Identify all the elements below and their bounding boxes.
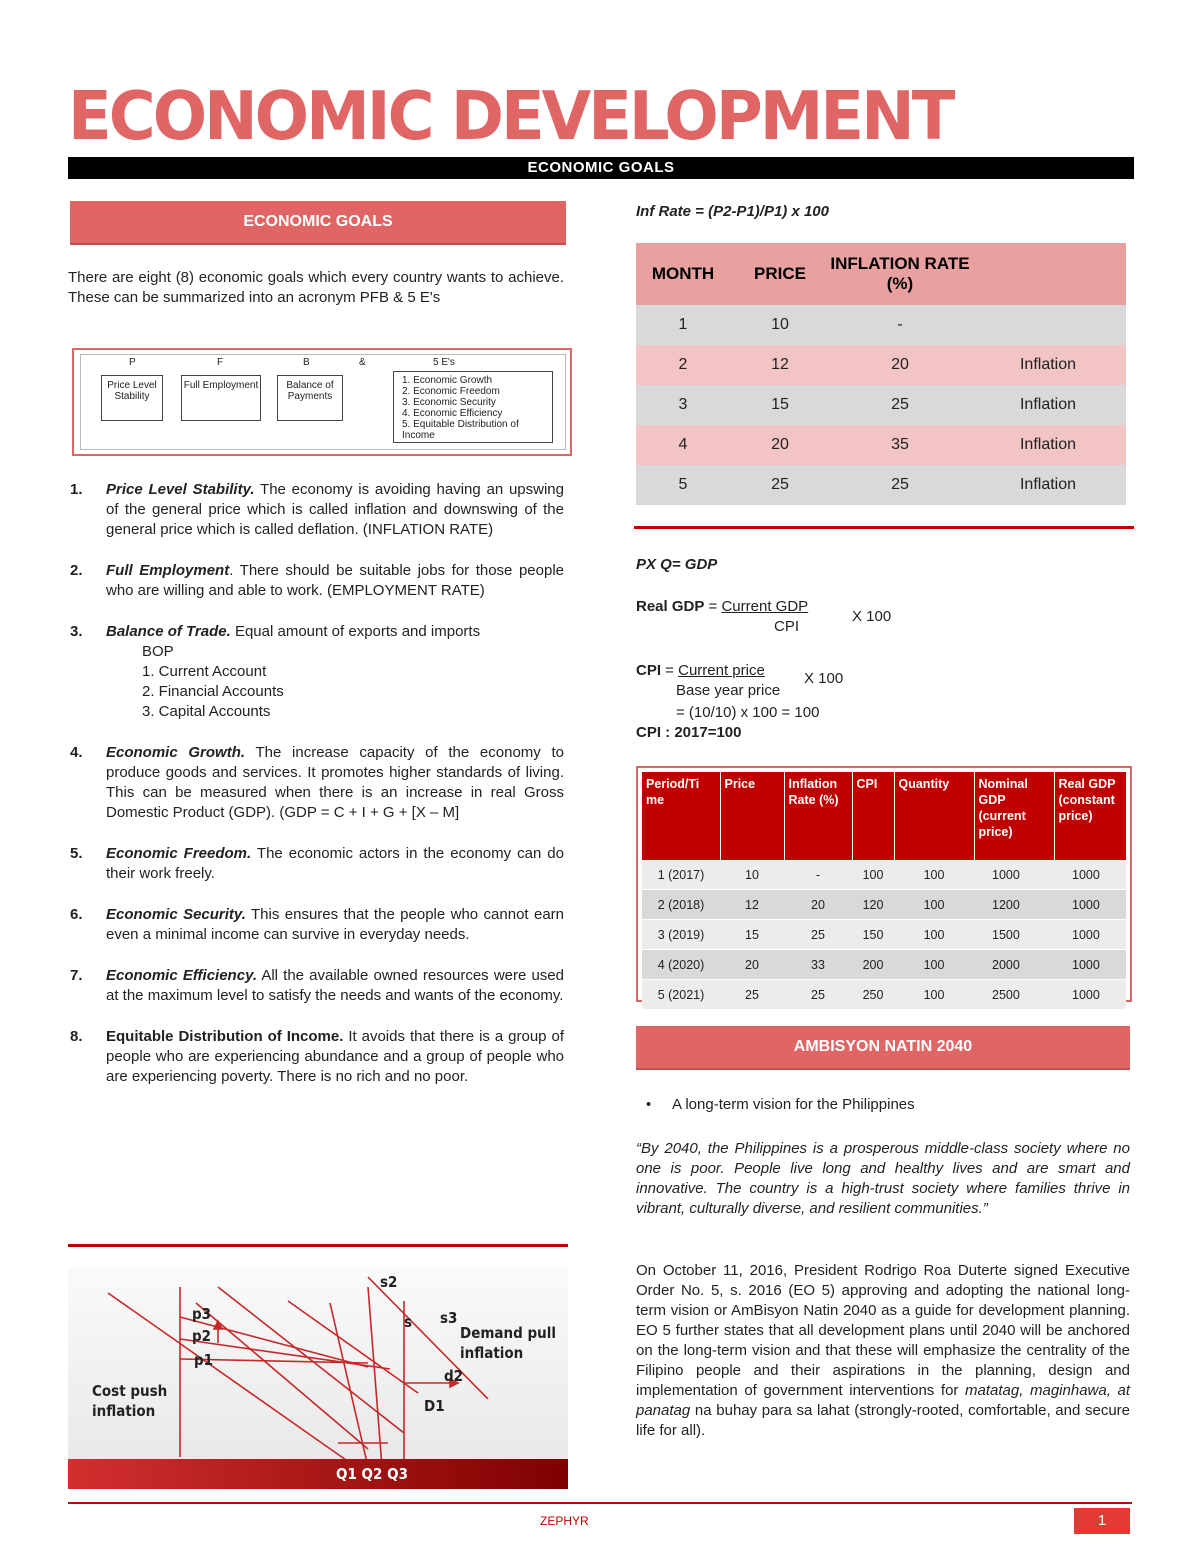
diagram-header-b: B [303, 357, 310, 368]
paragraph-text: na buhay para sa lahat (strongly-rooted, comfortable, and secure life for all). [636, 1402, 1130, 1439]
table-cell: Inflation [970, 385, 1126, 425]
graph-label: D1 [424, 1397, 445, 1415]
table-cell: 15 [730, 385, 830, 425]
table-row [636, 385, 1126, 425]
table-header: Real GDP (constant price) [1054, 772, 1126, 860]
table-cell: 25 [830, 465, 970, 505]
table-cell: 100 [852, 860, 894, 890]
graph-line [196, 1303, 368, 1449]
bop-label: BOP [142, 643, 174, 660]
graph-line [108, 1293, 356, 1467]
table-header: PRICE [730, 243, 830, 305]
table-cell: 4 [636, 425, 730, 465]
footer-line [68, 1502, 1132, 1504]
table-header: MONTH [636, 243, 730, 305]
goal-number: 8. [70, 1028, 83, 1045]
table-cell: Inflation [970, 465, 1126, 505]
inflation-table [636, 243, 1126, 505]
table-cell: 25 [730, 465, 830, 505]
table-cell: 20 [830, 345, 970, 385]
table-cell: 20 [730, 425, 830, 465]
table-cell: 150 [852, 920, 894, 950]
table-cell: 250 [852, 980, 894, 1010]
diagram-box-balance: Balance of Payments [277, 375, 343, 421]
paragraph-text: On October 11, 2016, President Rodrigo Roa Duterte signed Executive Order No. 5, s. 2016 (EO 5) approving and adopting the national long-term vision or AmBisyon Natin 2040 as a guide for development planning. EO 5 further states that all development plans until 2040 will be anchored on the long-term vision and that these will emphasize the centrality of the Filipino people and their aspirations in the planning, design and implementation of government interventions for [636, 1262, 1130, 1399]
table-cell: 1000 [1054, 950, 1126, 980]
table-cell: 1 [636, 305, 730, 345]
diagram-header-f: F [217, 357, 224, 368]
goal-heading: Full Employment [106, 562, 230, 579]
table-cell: 25 [830, 385, 970, 425]
goal-text: All the available owned resources were used at the maximum level to satisfy the needs and wants of the economy. [106, 967, 564, 1004]
table-cell: 1000 [1054, 890, 1126, 920]
vision-quote: “By 2040, the Philippines is a prosperous middle-class society where no one is poor. People live long and healthy lives and are smart and innovative. The country is a high-trust society where families thrive in vibrant, culturally diverse, and resilient communities.” [636, 1140, 1130, 1217]
graph-label: p2 [192, 1327, 212, 1345]
cpi-multiplier: X 100 [804, 670, 844, 687]
real-gdp-denominator: CPI [774, 618, 800, 635]
table-cell: 3 [636, 385, 730, 425]
goal-item [68, 966, 564, 1006]
table-header: Price [720, 772, 784, 860]
graph-line [368, 1287, 382, 1467]
bop-item: 1. Current Account [142, 663, 267, 680]
table-row [642, 920, 1126, 950]
section-bar: ECONOMIC GOALS [68, 157, 1134, 179]
goal-heading: Balance of Trade. [106, 623, 231, 640]
goal-item [68, 622, 564, 722]
table-row [636, 305, 1126, 345]
table-cell: 25 [720, 980, 784, 1010]
goal-heading: Economic Efficiency. [106, 967, 258, 984]
goal-number: 5. [70, 845, 83, 862]
table-cell: 5 (2021) [642, 980, 720, 1010]
table-cell: 15 [720, 920, 784, 950]
graph-label: p1 [194, 1351, 214, 1369]
goal-heading: Price Level Stability. [106, 481, 255, 498]
left-divider [68, 1244, 568, 1247]
goal-number: 7. [70, 967, 83, 984]
table-cell: 120 [852, 890, 894, 920]
table-cell: 1000 [1054, 980, 1126, 1010]
table-row [642, 890, 1126, 920]
table-cell: 20 [784, 890, 852, 920]
real-gdp-numerator: Current GDP [721, 598, 809, 615]
goal-heading: Equitable Distribution of Income. [106, 1028, 344, 1045]
diagram-header-5es: 5 E's [433, 357, 455, 368]
graph-label: d2 [444, 1367, 464, 1385]
table-cell: 10 [720, 860, 784, 890]
footer-author: ZEPHYR [540, 1514, 589, 1528]
diagram-header-amp: & [359, 357, 366, 368]
graph-line [288, 1301, 418, 1393]
diagram-list-item: 3. Economic Security [402, 397, 496, 408]
right-divider [634, 526, 1134, 529]
table-cell: 4 (2020) [642, 950, 720, 980]
diagram-header-p: P [129, 357, 136, 368]
cpi-base-year: CPI : 2017=100 [636, 724, 742, 741]
table-cell: 2 [636, 345, 730, 385]
diagram-list-item: 1. Economic Growth [402, 375, 493, 386]
goal-number: 3. [70, 623, 83, 640]
goal-item [68, 743, 564, 823]
table-row [642, 860, 1126, 890]
table-header: Period/Ti me [642, 772, 720, 860]
economic-goals-heading: ECONOMIC GOALS [70, 201, 566, 243]
real-gdp-multiplier: X 100 [852, 608, 892, 625]
diagram-list-item: 2. Economic Freedom [402, 386, 500, 397]
inflation-graph [68, 1267, 568, 1489]
graph-label: s3 [440, 1309, 458, 1327]
table-cell [970, 305, 1126, 345]
table-header: Quantity [894, 772, 974, 860]
goal-item [68, 480, 564, 540]
goal-heading: Economic Freedom. [106, 845, 252, 862]
table-row [636, 345, 1126, 385]
cpi-numerator: Current price [678, 662, 765, 679]
diagram-box-5es [393, 371, 553, 443]
cpi-formula [636, 662, 765, 679]
goal-item [68, 844, 564, 884]
table-cell: 1000 [1054, 860, 1126, 890]
diagram-box-price: Price Level Stability [101, 375, 163, 421]
table-row [642, 980, 1126, 1010]
goal-number: 2. [70, 562, 83, 579]
goal-text: The economy is avoiding having an upswing of the general price which is called inflation and downswing of the general price which is called deflation. (INFLATION RATE) [106, 481, 564, 538]
table-cell: 25 [784, 920, 852, 950]
table-cell: 35 [830, 425, 970, 465]
graph-label: s2 [380, 1273, 398, 1291]
table-cell: 100 [894, 920, 974, 950]
table-row [636, 465, 1126, 505]
goal-text: The increase capacity of the economy to produce goods and services. It promotes higher standards of living. This can be measured when there is an increase in real Gross Domestic Product (GDP). (GDP = C + I + G + [X – M] [106, 744, 564, 821]
equals-sign: = [704, 598, 722, 615]
table-cell: 1000 [974, 860, 1054, 890]
graph-arrowhead [214, 1321, 222, 1329]
table-header [970, 243, 1126, 305]
bop-item: 2. Financial Accounts [142, 683, 284, 700]
paragraph-italic: matatag, maginhawa, at panatag [636, 1382, 1130, 1419]
goal-number: 1. [70, 481, 83, 498]
goal-item [68, 1027, 564, 1087]
goal-item [68, 905, 564, 945]
inflation-formula: Inf Rate = (P2-P1)/P1) x 100 [636, 203, 829, 220]
table-cell: 1 (2017) [642, 860, 720, 890]
table-cell: Inflation [970, 425, 1126, 465]
table-cell: 1500 [974, 920, 1054, 950]
table-cell: 100 [894, 950, 974, 980]
table-header: CPI [852, 772, 894, 860]
table-cell: 200 [852, 950, 894, 980]
goal-number: 4. [70, 744, 83, 761]
graph-quantity-labels: Q1 Q2 Q3 [336, 1465, 408, 1483]
cpi-label: CPI [636, 662, 662, 679]
goal-text: Equal amount of exports and imports [230, 623, 481, 640]
gdp-formula: PX Q= GDP [636, 556, 718, 573]
goal-text: It avoids that there is a group of people who are experiencing abundance and a group of people who are experiencing poverty. There is no rich and no poor. [106, 1028, 564, 1085]
cpi-denominator: Base year price [676, 682, 781, 699]
table-cell: - [830, 305, 970, 345]
table-cell: - [784, 860, 852, 890]
economic-goals-list [68, 480, 564, 1108]
goal-number: 6. [70, 906, 83, 923]
bullet-icon: • [646, 1096, 652, 1113]
table-header: Inflation Rate (%) [784, 772, 852, 860]
goal-heading: Economic Growth. [106, 744, 246, 761]
gdp-table [642, 772, 1126, 1010]
graph-footer-bar [68, 1459, 568, 1489]
table-cell: 3 (2019) [642, 920, 720, 950]
table-cell: 2000 [974, 950, 1054, 980]
document-title: ECONOMIC DEVELOPMENT [68, 78, 953, 156]
diagram-list-item: 5. Equitable Distribution of Income [402, 419, 519, 441]
table-cell: 100 [894, 890, 974, 920]
pfb-diagram [72, 348, 572, 456]
page-number: 1 [1074, 1508, 1130, 1534]
table-cell: 1200 [974, 890, 1054, 920]
bullet-text: A long-term vision for the Philippines [672, 1096, 915, 1113]
eo5-paragraph [636, 1261, 1130, 1441]
real-gdp-label: Real GDP [636, 598, 705, 615]
goal-text: The economic actors in the economy can do their work freely. [106, 845, 564, 882]
table-header: Nominal GDP (current price) [974, 772, 1054, 860]
table-cell: 100 [894, 980, 974, 1010]
table-cell: Inflation [970, 345, 1126, 385]
table-cell: 33 [784, 950, 852, 980]
goal-heading: Economic Security. [106, 906, 246, 923]
bop-item: 3. Capital Accounts [142, 703, 271, 720]
table-cell: 1000 [1054, 920, 1126, 950]
table-header: INFLATION RATE (%) [830, 243, 970, 305]
graph-label: Cost push inflation [92, 1382, 168, 1420]
cpi-calculation: = (10/10) x 100 = 100 [676, 704, 820, 721]
table-cell: 12 [720, 890, 784, 920]
table-cell: 25 [784, 980, 852, 1010]
diagram-box-employment: Full Employment [181, 375, 261, 421]
table-cell: 2 (2018) [642, 890, 720, 920]
table-cell: 12 [730, 345, 830, 385]
table-row [636, 425, 1126, 465]
intro-paragraph: There are eight (8) economic goals which every country wants to achieve. These can be summarized into an acronym PFB & 5 E's [68, 269, 564, 306]
graph-lines [68, 1267, 568, 1489]
table-row [642, 950, 1126, 980]
goal-text: . There should be suitable jobs for those people who are willing and able to work. (EMPLOYMENT RATE) [106, 562, 564, 599]
graph-label: Demand pull inflation [460, 1324, 557, 1362]
ambisyon-heading: AMBISYON NATIN 2040 [636, 1026, 1130, 1068]
goal-item [68, 561, 564, 601]
table-cell: 2500 [974, 980, 1054, 1010]
table-cell: 100 [894, 860, 974, 890]
graph-label: s [404, 1313, 413, 1331]
table-cell: 10 [730, 305, 830, 345]
equals-sign: = [661, 662, 679, 679]
table-cell: 5 [636, 465, 730, 505]
diagram-list-item: 4. Economic Efficiency [402, 408, 503, 419]
real-gdp-formula [636, 598, 808, 615]
graph-label: p3 [192, 1305, 212, 1323]
table-cell: 20 [720, 950, 784, 980]
gdp-table-frame [636, 766, 1132, 1002]
goal-text: This ensures that the people who cannot earn even a minimal income can survive in everyday needs. [106, 906, 564, 943]
